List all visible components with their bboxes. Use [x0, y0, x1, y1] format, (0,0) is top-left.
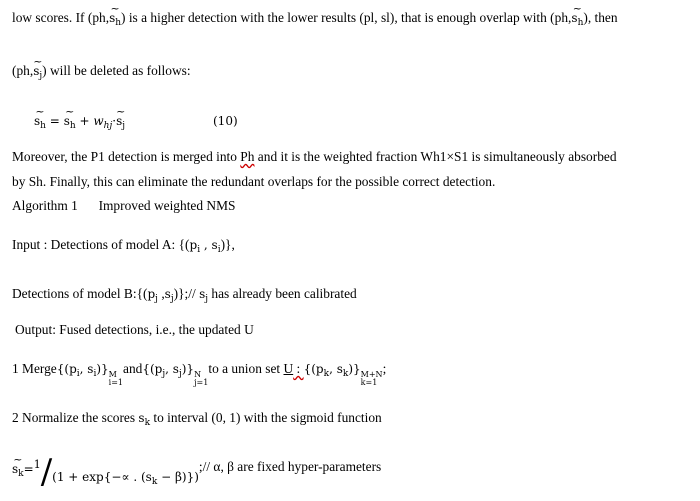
text-fragment: , [200, 238, 212, 252]
s-tilde-symbol: ~ $s_j$ [33, 63, 42, 84]
algorithm-title: Improved weighted NMS [98, 198, 236, 213]
text-fragment: Input : Detections of model A: {( [12, 237, 190, 252]
algorithm-input [12, 237, 235, 258]
p-i-symbol: $p_i$ [189, 238, 201, 255]
algorithm-step-2 [12, 410, 382, 431]
text-fragment: low scores. If (ph, [12, 10, 110, 25]
union-set-u: U [283, 361, 294, 376]
s-i-symbol: $s_i$ [211, 238, 221, 255]
eq-dot: · [112, 114, 117, 128]
sig-numerator: 1 [33, 458, 41, 471]
eq-lhs: ~ $s_h$ [34, 113, 46, 134]
eq-s2: ~ $s_h$ [64, 113, 76, 134]
s-j-symbol: $s_j$ [164, 287, 174, 304]
text-fragment: (ph, [12, 63, 34, 78]
text-fragment: 1 Merge [12, 361, 57, 376]
eq-weight: $w_{hj}$ [93, 114, 113, 131]
text-fragment: to interval (0, 1) with the sigmoid function [150, 410, 382, 425]
text-fragment: : [293, 361, 304, 376]
s-tilde-symbol: ~ $s_h$ [571, 10, 583, 31]
text-fragment: has already been calibrated [208, 286, 357, 301]
eq-plus: + [79, 114, 90, 128]
paragraph-line-1 [12, 10, 618, 31]
text-fragment: ; [382, 361, 387, 376]
set-b: {($p_j$, $s_j$)} N j=1 [142, 362, 209, 387]
text-fragment: Moreover, the P1 detection is merged into [12, 149, 241, 164]
algorithm-heading [12, 198, 235, 214]
paragraph-3-line-2: by Sh. Finally, this can eliminate the redundant overlaps for the possible correct detection. [12, 174, 496, 189]
sigmoid-formula [12, 452, 382, 492]
eq-equals: = [49, 114, 60, 128]
algorithm-label: Algorithm 1 [12, 198, 78, 213]
algorithm-step-1 [12, 361, 386, 387]
sig-lhs: ~ $s_k$ [12, 461, 24, 482]
sig-fraction-slash: / [40, 452, 53, 492]
set-union: {($p_k$, $s_k$)} M+N k=1 [303, 362, 383, 387]
text-fragment: ) will be deleted as follows: [42, 63, 191, 78]
s-k-symbol: $s_k$ [138, 411, 151, 428]
text-fragment: )};// [173, 286, 196, 301]
text-fragment: and [123, 361, 143, 376]
p-j-symbol: $p_j$ [147, 287, 158, 304]
s-tilde-symbol: ~ $s_h$ [109, 10, 121, 31]
text-fragment: and it is the weighted fraction Wh1×S1 is simultaneously absorbed [254, 149, 617, 164]
text-fragment: 2 Normalize the scores [12, 410, 139, 425]
ph-term: Ph [240, 149, 255, 164]
algorithm-output: Output: Fused detections, i.e., the updated U [15, 322, 254, 337]
text-fragment: to a union set [208, 361, 281, 376]
paragraph-3-line-1 [12, 149, 617, 165]
text-fragment: )}, [220, 237, 235, 252]
equation-10 [34, 113, 125, 134]
s-j-symbol: $s_j$ [199, 287, 209, 304]
text-fragment: ), then [583, 10, 618, 25]
equation-number: (10) [213, 114, 238, 128]
sig-comment: ;// α, β are fixed hyper-parameters [198, 459, 382, 474]
text-fragment: Detections of model B:{( [12, 286, 148, 301]
text-fragment: ) is a higher detection with the lower results (pl, sl), that is enough overlap with (ph, [121, 10, 572, 25]
set-a: {($p_i$, $s_i$)} M i=1 [56, 362, 124, 387]
eq-s3: ~ $s_j$ [116, 113, 125, 134]
text-fragment: , [157, 286, 165, 301]
sig-denominator: (1 + exp{−∝ . $(s_k - \beta)$}) [52, 470, 199, 487]
paragraph-line-2 [12, 63, 191, 84]
sig-equals: = [23, 462, 34, 476]
algorithm-detections-b [12, 286, 357, 307]
